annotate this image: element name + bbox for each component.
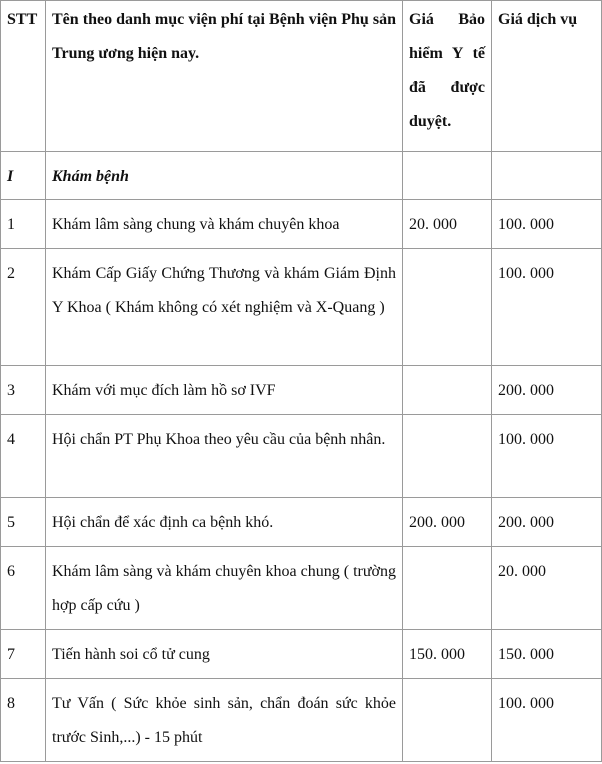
row-stt: 2 (1, 249, 46, 366)
row-insurance-price (403, 249, 492, 366)
row-service-price: 150. 000 (492, 630, 602, 679)
row-insurance-price: 20. 000 (403, 200, 492, 249)
row-service-price: 100. 000 (492, 679, 602, 762)
row-insurance-price (403, 366, 492, 415)
table-header-row (1, 1, 602, 152)
header-insurance-price: Giá Bảo hiểm Y tế đã được duyệt. (403, 1, 492, 152)
row-name: Hội chẩn PT Phụ Khoa theo yêu cầu của bệnh nhân. (46, 415, 403, 498)
section-row (1, 152, 602, 200)
section-service-cell (492, 152, 602, 200)
row-name: Tư Vấn ( Sức khỏe sinh sản, chẩn đoán sức khỏe trước Sinh,...) - 15 phút (46, 679, 403, 762)
row-insurance-price (403, 415, 492, 498)
row-insurance-price: 150. 000 (403, 630, 492, 679)
table-row (1, 249, 602, 366)
table-row (1, 630, 602, 679)
row-stt: 8 (1, 679, 46, 762)
row-name: Khám lâm sàng chung và khám chuyên khoa (46, 200, 403, 249)
table-row (1, 547, 602, 630)
row-stt: 1 (1, 200, 46, 249)
table-row (1, 415, 602, 498)
table-row (1, 679, 602, 762)
row-name: Hội chẩn để xác định ca bệnh khó. (46, 498, 403, 547)
section-name: Khám bệnh (46, 152, 403, 200)
row-insurance-price: 200. 000 (403, 498, 492, 547)
row-service-price: 200. 000 (492, 498, 602, 547)
row-stt: 7 (1, 630, 46, 679)
row-name: Khám với mục đích làm hồ sơ IVF (46, 366, 403, 415)
row-service-price: 100. 000 (492, 415, 602, 498)
table-row (1, 200, 602, 249)
row-service-price: 100. 000 (492, 200, 602, 249)
row-stt: 6 (1, 547, 46, 630)
header-stt: STT (1, 1, 46, 152)
table-row (1, 498, 602, 547)
table-row (1, 366, 602, 415)
row-name: Khám lâm sàng và khám chuyên khoa chung ( trường hợp cấp cứu ) (46, 547, 403, 630)
row-service-price: 20. 000 (492, 547, 602, 630)
section-insurance-cell (403, 152, 492, 200)
row-insurance-price (403, 547, 492, 630)
row-name: Tiến hành soi cổ tử cung (46, 630, 403, 679)
row-name: Khám Cấp Giấy Chứng Thương và khám Giám Định Y Khoa ( Khám không có xét nghiệm và X-Quang ) (46, 249, 403, 366)
row-service-price: 200. 000 (492, 366, 602, 415)
row-stt: 3 (1, 366, 46, 415)
row-stt: 4 (1, 415, 46, 498)
section-stt: I (1, 152, 46, 200)
header-name: Tên theo danh mục viện phí tại Bệnh viện Phụ sản Trung ương hiện nay. (46, 1, 403, 152)
row-service-price: 100. 000 (492, 249, 602, 366)
row-stt: 5 (1, 498, 46, 547)
header-service-price: Giá dịch vụ (492, 1, 602, 152)
row-insurance-price (403, 679, 492, 762)
